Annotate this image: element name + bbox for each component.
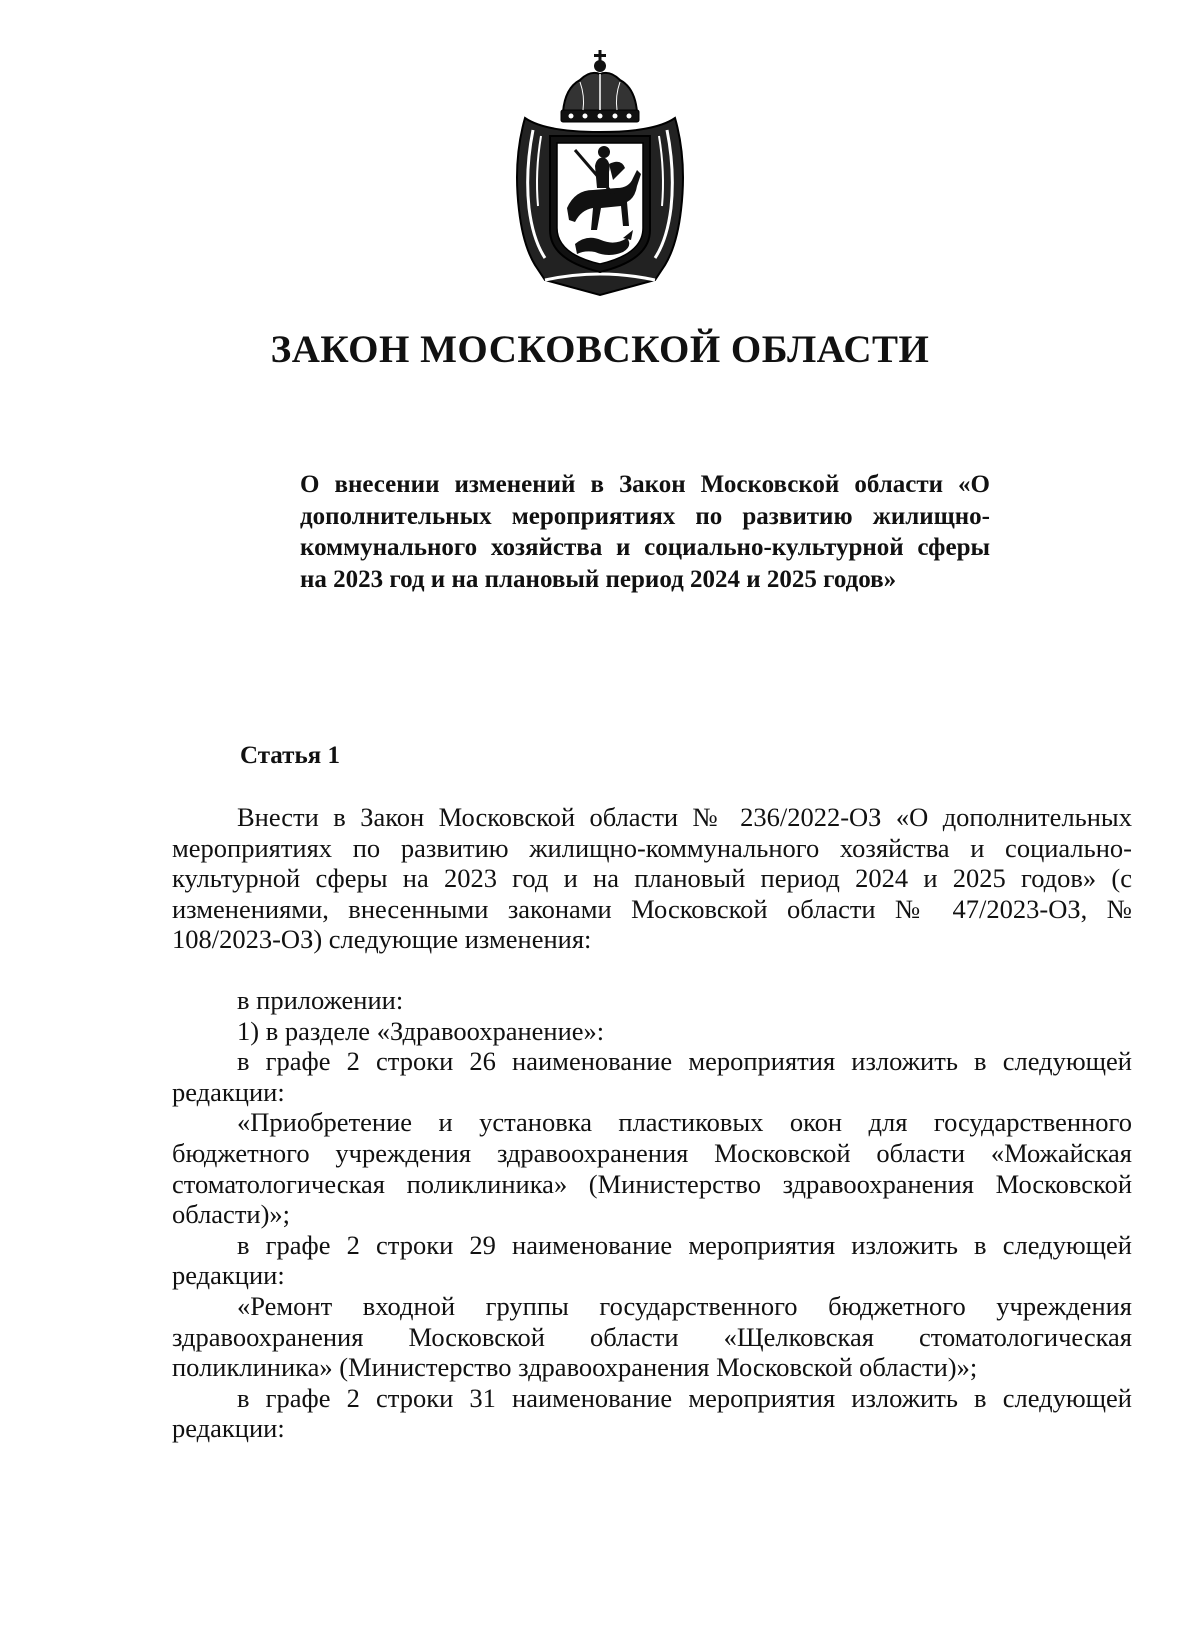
article-body [172, 802, 1132, 1444]
law-subject: О внесении изменений в Закон Московской области «О дополнительных мероприятиях по развитию жилищно-коммунального хозяйства и социально-культурной сферы на 2023 год и на плановый период 2024 и 2025 годов» [300, 471, 990, 593]
article-heading: Статья 1 [240, 742, 340, 769]
paragraph: в графе 2 строки 31 наименование мероприятия изложить в следующей редакции: [172, 1382, 1132, 1444]
paragraph: в графе 2 строки 26 наименование мероприятия изложить в следующей редакции: [172, 1046, 1132, 1107]
paragraph: в приложении: [237, 984, 404, 1015]
coat-of-arms-icon [505, 40, 695, 298]
paragraph: «Приобретение и установка пластиковых окон для государственного бюджетного учреждения здравоохранения Московской области «Можайская стоматологическая поликлиника» (Министерство здравоохранения Московской области)»; [172, 1107, 1132, 1230]
paragraph: «Ремонт входной группы государственного бюджетного учреждения здравоохранения Московской области «Щелковская стоматологическая поликлиника» (Министерство здравоохранения Московской области)»; [172, 1290, 1132, 1383]
document-title: ЗАКОН МОСКОВСКОЙ ОБЛАСТИ [270, 328, 930, 371]
paragraph: 1) в разделе «Здравоохранение»: [237, 1015, 605, 1046]
paragraph: Внести в Закон Московской области № 236/2022-ОЗ «О дополнительных мероприятиях по развитию жилищно-коммунального хозяйства и социально-культурной сферы на 2023 год и на плановый период 2024 и 2025 годов» (с изменениями, внесенными законами Московской области № 47/2023-ОЗ, № 108/2023-ОЗ) следующие изменения: [172, 802, 1132, 955]
paragraph: в графе 2 строки 29 наименование мероприятия изложить в следующей редакции: [172, 1229, 1132, 1291]
